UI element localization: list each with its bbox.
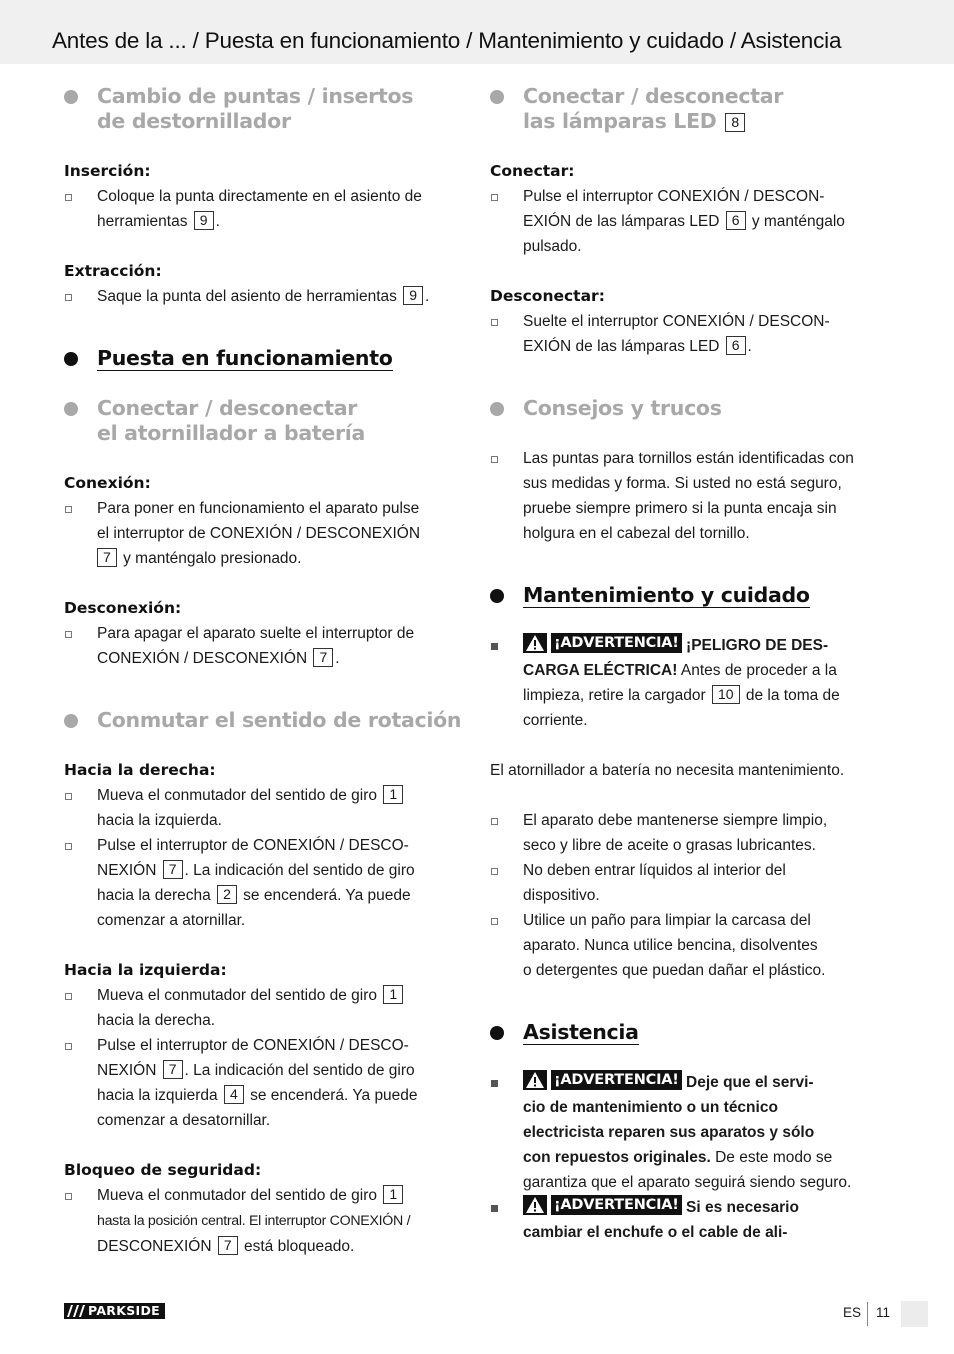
- checkbox-square-icon: [65, 506, 72, 513]
- section-puesta-funcionamiento: Puesta en funcionamiento: [64, 346, 464, 371]
- subheading-extraccion: Extracción:: [64, 262, 162, 280]
- ref-number: 6: [726, 211, 746, 230]
- warning-badge: ¡ADVERTENCIA!: [523, 633, 682, 653]
- ref-number: 10: [712, 685, 740, 704]
- bullet-dot-icon: [490, 402, 504, 416]
- list-item: Mueva el conmutador del sentido de giro 1 hacia la derecha.: [64, 983, 464, 1033]
- ref-number: 8: [725, 113, 745, 132]
- bullet-dot-icon: [64, 352, 78, 366]
- checkbox-square-icon: [65, 294, 72, 301]
- checkbox-square-icon: [65, 194, 72, 201]
- footer-divider: [867, 1302, 868, 1326]
- checkbox-square-icon: [65, 993, 72, 1000]
- square-bullet-icon: [491, 1205, 498, 1212]
- list-item: Mueva el conmutador del sentido de giro 1 hacia la izquierda.: [64, 783, 464, 833]
- checkbox-square-icon: [65, 1193, 72, 1200]
- checkbox-square-icon: [491, 868, 498, 875]
- bullet-dot-icon: [64, 402, 78, 416]
- section-lamparas-led: Conectar / desconectar las lámparas LED 8: [490, 84, 890, 134]
- list-item: Pulse el interruptor de CONEXIÓN / DESCO- NEXIÓN 7 . La indicación del sentido de giro hacia la derecha 2 se encenderá. Ya puede comenzar a atornillar.: [64, 833, 464, 933]
- section-conmutar-sentido: Conmutar el sentido de rotación: [64, 708, 464, 733]
- left-column: [64, 84, 464, 1259]
- section-conectar-atornillador: Conectar / desconectar el atornillador a batería: [64, 396, 464, 446]
- checkbox-square-icon: [491, 456, 498, 463]
- ref-number: 7: [313, 648, 333, 667]
- subheading-izquierda: Hacia la izquierda:: [64, 961, 227, 979]
- ref-number: 7: [163, 1060, 183, 1079]
- subheading-desconectar: Desconectar:: [490, 287, 605, 305]
- subheading-bloqueo: Bloqueo de seguridad:: [64, 1161, 262, 1179]
- warning-triangle-icon: [523, 1195, 547, 1215]
- parkside-logo: PARKSIDE: [64, 1303, 165, 1319]
- checkbox-square-icon: [491, 319, 498, 326]
- section-asistencia: Asistencia: [490, 1020, 890, 1045]
- ref-number: 4: [224, 1085, 244, 1104]
- bullet-dot-icon: [490, 589, 504, 603]
- warning-item: ¡ADVERTENCIA! Deje que el servi- cio de mantenimiento o un técnico electricista reparen sus aparatos y sólo con repuestos originales. De este modo se garantiza que el aparato seguirá siendo seguro.: [490, 1070, 890, 1195]
- list-item: El aparato debe mantenerse siempre limpio, seco y libre de aceite o grasas lubricantes.: [490, 808, 890, 858]
- ref-number: 9: [403, 286, 423, 305]
- language-code: ES: [843, 1305, 862, 1320]
- list-item: Para poner en funcionamiento el aparato pulse el interruptor de CONEXIÓN / DESCONEXIÓN 7 y manténgalo presionado.: [64, 496, 464, 571]
- ref-number: 7: [218, 1236, 238, 1255]
- list-item: Mueva el conmutador del sentido de giro 1 hasta la posición central. El interruptor CONEXIÓN / DESCONEXIÓN 7 está bloqueado.: [64, 1183, 464, 1259]
- warning-item: ¡ADVERTENCIA! ¡PELIGRO DE DES- CARGA ELÉCTRICA! Antes de proceder a la limpieza, retire la cargador 10 de la toma de corriente.: [490, 633, 890, 733]
- checkbox-square-icon: [491, 918, 498, 925]
- paragraph: El atornillador a batería no necesita mantenimiento.: [490, 762, 845, 779]
- bullet-dot-icon: [64, 714, 78, 728]
- list-item: Las puntas para tornillos están identificadas con sus medidas y forma. Si usted no está seguro, pruebe siempre primero si la punta encaja sin holgura en el cabezal del tornillo.: [490, 446, 890, 546]
- list-item: Para apagar el aparato suelte el interruptor de CONEXIÓN / DESCONEXIÓN 7 .: [64, 621, 464, 671]
- warning-badge: ¡ADVERTENCIA!: [523, 1195, 682, 1215]
- warning-item: ¡ADVERTENCIA! Si es necesario cambiar el enchufe o el cable de ali-: [490, 1195, 890, 1245]
- page-number: 11: [876, 1305, 891, 1320]
- list-item: Pulse el interruptor de CONEXIÓN / DESCO- NEXIÓN 7 . La indicación del sentido de giro hacia la izquierda 4 se encenderá. Ya puede comenzar a desatornillar.: [64, 1033, 464, 1133]
- logo-stripes-icon: [64, 1303, 86, 1319]
- list-item: Pulse el interruptor CONEXIÓN / DESCON- EXIÓN de las lámparas LED 6 y manténgalo pulsado.: [490, 184, 890, 259]
- bullet-dot-icon: [490, 90, 504, 104]
- ref-number: 2: [217, 885, 237, 904]
- subheading-derecha: Hacia la derecha:: [64, 761, 216, 779]
- page-tab-marker: [901, 1301, 928, 1327]
- ref-number: 7: [163, 860, 183, 879]
- bullet-dot-icon: [490, 1026, 504, 1040]
- ref-number: 1: [383, 985, 403, 1004]
- ref-number: 7: [97, 548, 117, 567]
- list-item: Saque la punta del asiento de herramientas 9 .: [64, 284, 464, 309]
- checkbox-square-icon: [65, 1043, 72, 1050]
- ref-number: 6: [726, 336, 746, 355]
- subheading-desconexion: Desconexión:: [64, 599, 182, 617]
- ref-number: 1: [383, 1185, 403, 1204]
- list-item: Suelte el interruptor CONEXIÓN / DESCON- EXIÓN de las lámparas LED 6 .: [490, 309, 890, 359]
- square-bullet-icon: [491, 1080, 498, 1087]
- ref-number: 9: [194, 211, 214, 230]
- list-item: Coloque la punta directamente en el asiento de herramientas 9 .: [64, 184, 464, 234]
- subheading-insercion: Inserción:: [64, 162, 151, 180]
- warning-badge: ¡ADVERTENCIA!: [523, 1070, 682, 1090]
- list-item: Utilice un paño para limpiar la carcasa del aparato. Nunca utilice bencina, disolventes o detergentes que puedan dañar el plástico.: [490, 908, 890, 983]
- section-cambio-puntas: Cambio de puntas / insertos de destornillador: [64, 84, 464, 134]
- warning-triangle-icon: [523, 633, 547, 653]
- list-item: No deben entrar líquidos al interior del dispositivo.: [490, 858, 890, 908]
- section-mantenimiento: Mantenimiento y cuidado: [490, 583, 890, 608]
- checkbox-square-icon: [491, 194, 498, 201]
- checkbox-square-icon: [491, 818, 498, 825]
- checkbox-square-icon: [65, 793, 72, 800]
- section-consejos: Consejos y trucos: [490, 396, 890, 421]
- ref-number: 1: [383, 785, 403, 804]
- right-column: [490, 84, 890, 1245]
- subheading-conectar: Conectar:: [490, 162, 575, 180]
- checkbox-square-icon: [65, 843, 72, 850]
- subheading-conexion: Conexión:: [64, 474, 151, 492]
- square-bullet-icon: [491, 643, 498, 650]
- warning-triangle-icon: [523, 1070, 547, 1090]
- checkbox-square-icon: [65, 631, 72, 638]
- bullet-dot-icon: [64, 90, 78, 104]
- page-title: Antes de la ... / Puesta en funcionamiento / Mantenimiento y cuidado / Asistencia: [52, 28, 842, 53]
